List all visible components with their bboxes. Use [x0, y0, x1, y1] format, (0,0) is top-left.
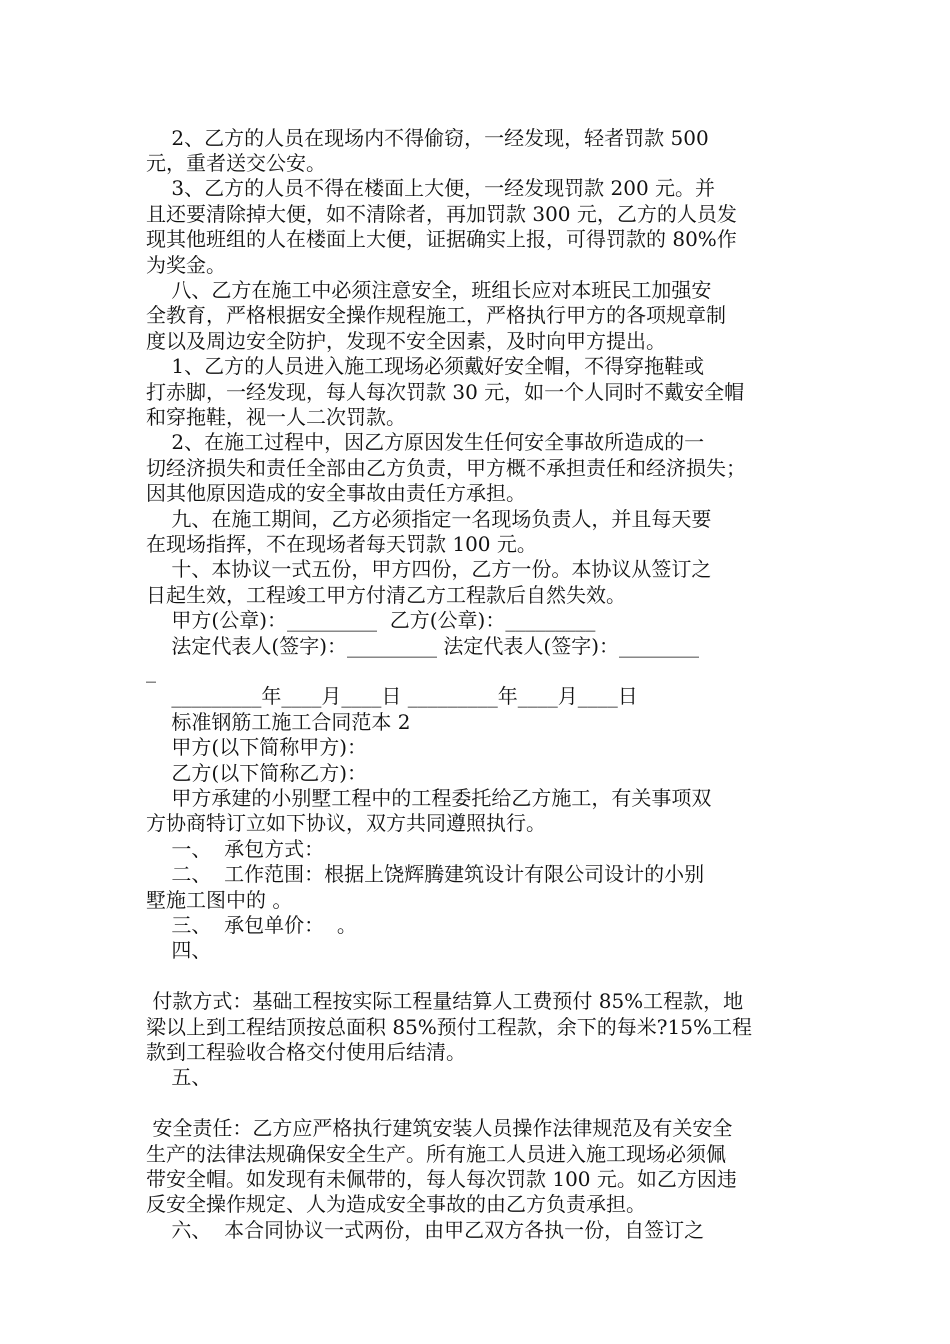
text-line: 梁以上到工程结顶按总面积 85%预付工程款，余下的每米?15%工程 [146, 1015, 752, 1039]
text-line: 生产的法律法规确保安全生产。所有施工人员进入施工现场必须佩 [146, 1142, 726, 1166]
text-line: 二、 工作范围：根据上饶辉腾建筑设计有限公司设计的小别 [146, 862, 705, 886]
text-line: 款到工程验收合格交付使用后结清。 [146, 1040, 466, 1064]
party-b-line: 乙方(以下简称乙方)： [146, 761, 368, 785]
text-line: 2、乙方的人员在现场内不得偷窃，一经发现，轻者罚款 500 [146, 126, 709, 150]
text-line: 一、 承包方式： [146, 837, 325, 861]
text-line: 全教育，严格根据安全操作规程施工，严格执行甲方的各项规章制 [146, 303, 726, 327]
text-line: 度以及周边安全防护，发现不安全因素，及时向甲方提出。 [146, 329, 666, 353]
text-line: 现其他班组的人在楼面上大便，证据确实上报，可得罚款的 80%作 [146, 227, 737, 251]
text-line: 安全责任：乙方应严格执行建筑安装人员操作法律规范及有关安全 [146, 1116, 733, 1140]
text-line: 八、乙方在施工中必须注意安全，班组长应对本班民工加强安 [146, 278, 712, 302]
text-line: 四、 [146, 938, 212, 962]
text-line: 甲方承建的小别墅工程中的工程委托给乙方施工，有关事项双 [146, 786, 712, 810]
section-title: 标准钢筋工施工合同范本 2 [146, 710, 411, 734]
text-line: 因其他原因造成的安全事故由责任方承担。 [146, 481, 526, 505]
party-a-line: 甲方(以下简称甲方)： [146, 735, 368, 759]
date-line: _________年____月____日 _________年____月____日 [146, 684, 638, 708]
text-line: 三、 承包单价： 。 [146, 913, 357, 937]
text-line: 1、乙方的人员进入施工现场必须戴好安全帽，不得穿拖鞋或 [146, 354, 705, 378]
signature-line-representative: 法定代表人(签字)：_________ 法定代表人(签字)：________ [146, 634, 699, 658]
text-line: 2、在施工过程中，因乙方原因发生任何安全事故所造成的一 [146, 430, 705, 454]
text-line: 且还要清除掉大便，如不清除者，再加罚款 300 元，乙方的人员发 [146, 202, 737, 226]
text-line: 付款方式：基础工程按实际工程量结算人工费预付 85%工程款，地 [146, 989, 744, 1013]
text-line: 元，重者送交公安。 [146, 151, 326, 175]
text-line: 十、本协议一式五份，甲方四份，乙方一份。本协议从签订之 [146, 557, 712, 581]
text-line: 五、 [146, 1065, 212, 1089]
text-line: 和穿拖鞋，视一人二次罚款。 [146, 405, 406, 429]
text-line: 反安全操作规定、人为造成安全事故的由乙方负责承担。 [146, 1192, 646, 1216]
text-line: 日起生效，工程竣工甲方付清乙方工程款后自然失效。 [146, 583, 626, 607]
text-line: 九、在施工期间，乙方必须指定一名现场负责人，并且每天要 [146, 507, 712, 531]
text-line: 在现场指挥，不在现场者每天罚款 100 元。 [146, 532, 537, 556]
text-line: 墅施工图中的 。 [146, 888, 293, 912]
text-line: 带安全帽。如发现有未佩带的，每人每次罚款 100 元。如乙方因违 [146, 1167, 737, 1191]
text-line: 打赤脚，一经发现，每人每次罚款 30 元，如一个人同时不戴安全帽 [146, 380, 745, 404]
signature-line-seal: 甲方(公章)：_________ 乙方(公章)：_________ [146, 608, 596, 632]
text-line: 切经济损失和责任全部由乙方负责，甲方概不承担责任和经济损失； [146, 456, 746, 480]
text-line: 为奖金。 [146, 253, 226, 277]
text-line: 六、 本合同协议一式两份，由甲乙双方各执一份，自签订之 [146, 1218, 705, 1242]
text-line: 3、乙方的人员不得在楼面上大便，一经发现罚款 200 元。并 [146, 176, 716, 200]
text-line: 方协商特订立如下协议，双方共同遵照执行。 [146, 811, 546, 835]
text-line: _ [146, 659, 156, 683]
